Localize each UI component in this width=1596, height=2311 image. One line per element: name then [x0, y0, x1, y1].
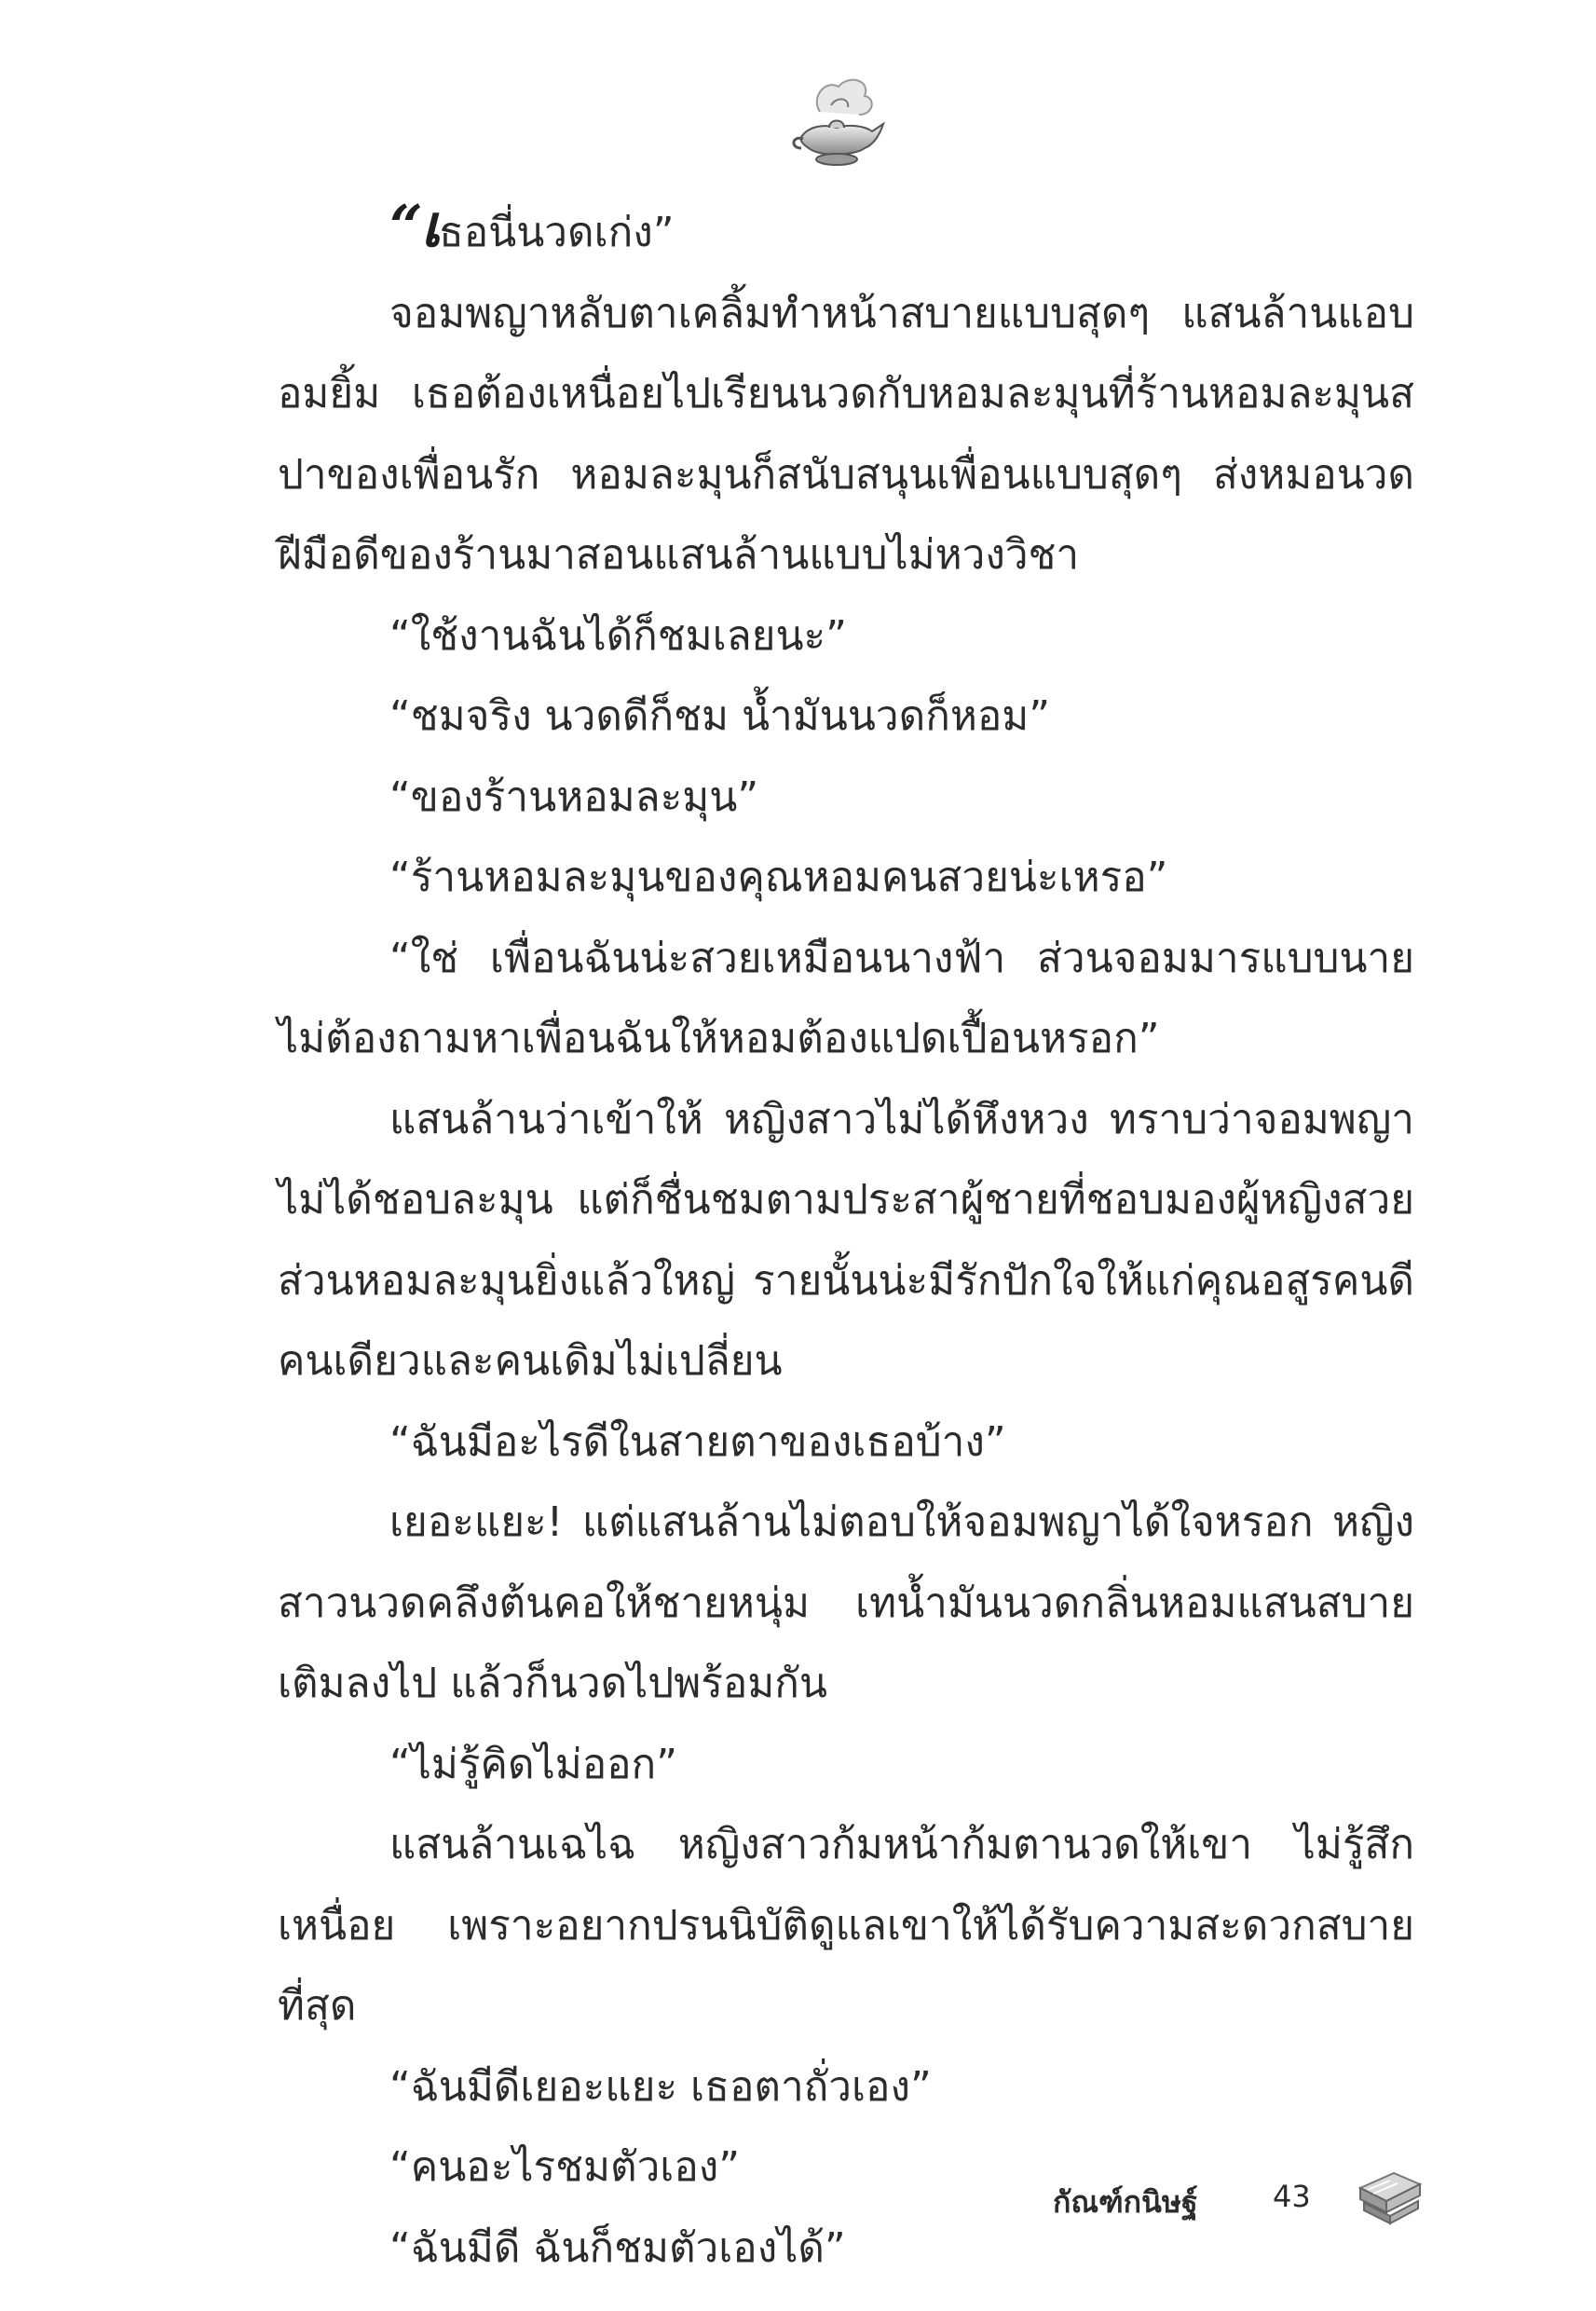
paragraph: “ใช่ เพื่อนฉันน่ะสวยเหมือนนางฟ้า ส่วนจอมมารแบบนายไม่ต้องถามหาเพื่อนฉันให้หอมต้องแปดเปื้อนหรอก” [278, 934, 1414, 1062]
body-text [278, 186, 1414, 2289]
drop-cap: “เ [389, 192, 439, 260]
paragraph: “ฉันมีดี ฉันก็ชมตัวเองได้” [389, 2223, 846, 2272]
paragraph: “ไม่รู้คิดไม่ออก” [389, 1740, 677, 1788]
page-number: 43 [1273, 2179, 1311, 2214]
paragraph: “ร้านหอมละมุนของคุณหอมคนสวยน่ะเหรอ” [389, 854, 1168, 901]
book-stack-icon [1353, 2160, 1425, 2235]
paragraph: “ฉันมีอะไรดีในสายตาของเธอบ้าง” [389, 1417, 1006, 1466]
page-footer [1034, 2160, 1435, 2244]
paragraph: “ฉันมีดีเยอะแยะ เธอตาถั่วเอง” [389, 2062, 932, 2111]
opening-text: ธอนี่นวดเก่ง” [438, 209, 675, 256]
paragraph: แสนล้านเฉไฉ หญิงสาวก้มหน้าก้มตานวดให้เขา ไม่รู้สึกเหนื่อย เพราะอยากปรนนิบัติดูแลเขาให้ได้รับความสะดวกสบายที่สุด [278, 1821, 1414, 2030]
paragraph: “ใช้งานฉันได้ก็ชมเลยนะ” [389, 611, 847, 660]
paragraph: “ของร้านหอมละมุน” [389, 773, 759, 821]
paragraph: จอมพญาหลับตาเคลิ้มทำหน้าสบายแบบสุดๆ แสนล้านแอบอมยิ้ม เธอต้องเหนื่อยไปเรียนนวดกับหอมละมุนที่ร้านหอมละมุนสปาของเพื่อนรัก หอมละมุนก็สนับสนุนเพื่อนแบบสุดๆ ส่งหมอนวดฝีมือดีของร้านมาสอนแสนล้านแบบไม่หวงวิชา [278, 289, 1414, 579]
opening-line [278, 186, 1414, 274]
book-title: กัณฑ์กนิษฐ์ [1053, 2184, 1198, 2220]
paragraph: “คนอะไรชมตัวเอง” [389, 2143, 741, 2191]
paragraph: เยอะแยะ! แต่แสนล้านไม่ตอบให้จอมพญาได้ใจหรอก หญิงสาวนวดคลึงต้นคอให้ชายหนุ่ม เทน้ำมันนวดกลิ่นหอมแสนสบายเติมลงไป แล้วก็นวดไปพร้อมกัน [278, 1498, 1414, 1707]
paragraph: “ชมจริง นวดดีก็ชม น้ำมันนวดก็หอม” [389, 692, 1051, 740]
paragraph: แสนล้านว่าเข้าให้ หญิงสาวไม่ได้หึงหวง ทราบว่าจอมพญาไม่ได้ชอบละมุน แต่ก็ชื่นชมตามประสาผู้ชายที่ชอบมองผู้หญิงสวย ส่วนหอมละมุนยิ่งแล้วใหญ่ รายนั้นน่ะมีรักปักใจให้แก่คุณอสูรคนดีคนเดียวและคนเดิมไม่เปลี่ยน [278, 1095, 1414, 1385]
genie-lamp-icon [783, 70, 890, 172]
